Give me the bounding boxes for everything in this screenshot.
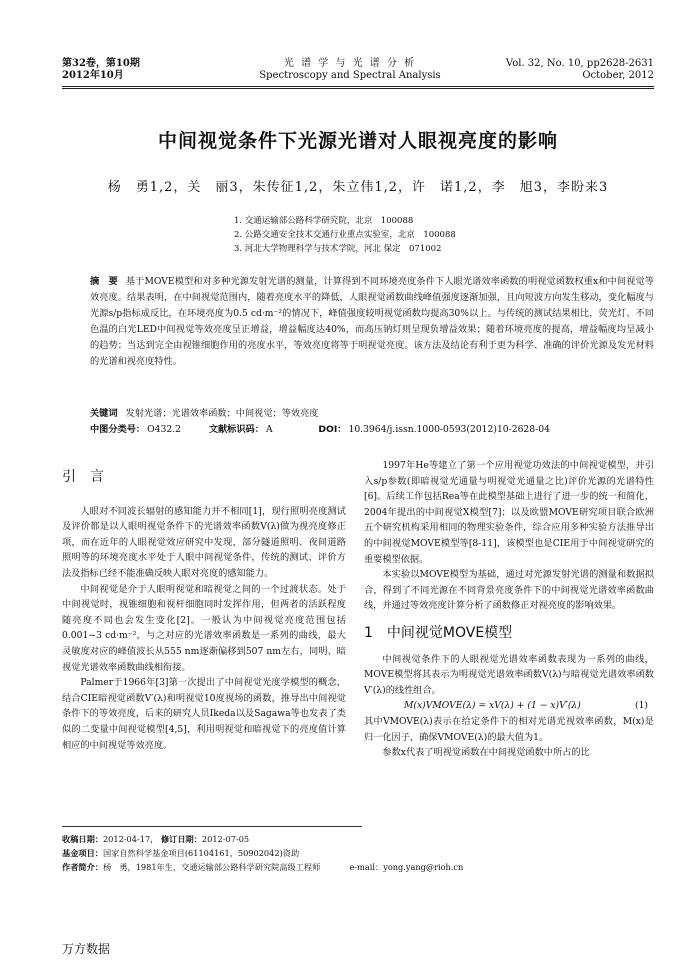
affiliation-1: 1. 交通运输部公路科学研究院，北京 100088 xyxy=(234,216,414,226)
footnotes xyxy=(62,832,662,874)
received-label: 收稿日期： xyxy=(62,834,103,844)
affiliations xyxy=(234,214,456,256)
intro-paragraph-1: 人眼对不同波长辐射的感知能力并不相同[1]，现行照明亮度测试及评价都是以人眼明视觉条件下的光谱效率函数V(λ)做为视亮度修正项，而在近年的人眼视觉效应研究中发现，部分隧道照明、夜间道路照明等的环境亮度水平处于人眼中间视觉条件，传统的测试、评价方法及指标已经不能准确反映人眼对亮度的感知能力。 xyxy=(62,505,346,579)
vol-pages-text: Vol. 32, No. 10, pp2628-2631 xyxy=(505,58,654,69)
clc-value: O432.2 xyxy=(147,424,181,435)
bio-label: 作者简介： xyxy=(62,862,103,872)
fund-text: 国家自然科学基金项目(61104161，50902042)资助 xyxy=(102,848,300,858)
doc-code-value: A xyxy=(265,424,273,435)
fund-line xyxy=(62,846,662,860)
abstract-label: 摘 要 xyxy=(90,276,118,287)
journal-title xyxy=(230,58,470,82)
keywords xyxy=(90,406,654,422)
watermark: 万方数据 xyxy=(62,942,111,956)
journal-pages xyxy=(506,58,654,82)
equation-1 xyxy=(364,698,654,714)
footnote-rule xyxy=(62,826,362,827)
bio-text: 杨 勇，1981年生，交通运输部公路科学研究院高级工程师 xyxy=(102,862,321,872)
equation-text: M(x)VMOVE(λ) = xV(λ) + (1 − x)V′(λ) xyxy=(404,700,581,712)
dates-line xyxy=(62,832,662,846)
right-column xyxy=(364,458,654,761)
right-paragraph-1: 1997年He等建立了第一个应用视觉功效法的中间视觉模型，并引入s/p参数(即暗视觉光通量与明视觉光通量之比)评价光源的光谱特性[6]。后续工作包括Rea等在此模型基础上进行了进一步的统一和简化，2004年提出的中间视觉X模型[7]；以及欧盟MOVE研究项目联合欧洲五个研究机构采用相同的物理实验条件，综合应用多种实验方法推导出的中间视觉MOVE模型等[8-11]，该模型也是CIE用于中间视觉研究的重要模型依据。 xyxy=(364,460,654,565)
journal-title-en: Spectroscopy and Spectral Analysis xyxy=(259,70,441,81)
volume-issue-text: 第32卷，第10期 xyxy=(62,58,140,69)
abstract xyxy=(90,274,654,370)
journal-volume-issue xyxy=(62,58,140,82)
intro-paragraph-3: Palmer于1966年[3]第一次提出了中间视觉光度学模型的概念，结合CIE暗视觉函数V′(λ)和明视觉10度视场的函数，推导出中间视觉条件下的等效亮度，后来的研究人员Ikeda以及Sagawa等也发表了类似的二变量中间视觉模型[4,5]，利用明视觉和暗视觉下的亮度值计算相应的中间视觉等效亮度。 xyxy=(62,677,346,751)
affiliation-3: 3. 河北大学物理科学与技术学院，河北 保定 071002 xyxy=(234,244,442,254)
clc-label: 中图分类号： xyxy=(90,424,146,435)
right-paragraph-4: 其中VMOVE(λ)表示在给定条件下的相对光谱光视效率函数，M(x)是归一化因子，确保VMOVE(λ)的最大值为1。 xyxy=(364,715,654,743)
header-rule xyxy=(62,86,654,87)
left-column xyxy=(62,470,346,753)
section-1-heading: 1 中间视觉MOVE模型 xyxy=(364,624,513,641)
revised-date: 2012-07-05 xyxy=(201,834,250,844)
intro-heading: 引 言 xyxy=(62,469,104,485)
revised-label: 修订日期： xyxy=(160,834,202,844)
bio-line xyxy=(62,860,662,874)
affiliation-2: 2. 公路交通安全技术交通行业重点实验室，北京 100088 xyxy=(234,230,456,240)
author-list: 杨 勇1,2，关 丽3，朱传征1,2，朱立伟1,2，许 诺1,2，李 旭3，李盼来3 xyxy=(107,180,609,195)
paper-title: 中间视觉条件下光源光谱对人眼视亮度的影响 xyxy=(157,130,558,152)
header-rule-2 xyxy=(62,88,654,89)
right-paragraph-2: 本实验以MOVE模型为基础，通过对光源发射光谱的测量和数据拟合，得到了不同光源在不同背景亮度条件下的中间视觉光谱效率函数曲线，并通过等效亮度计算分析了函数修正对视亮度的影响效果。 xyxy=(364,569,654,612)
classification-line xyxy=(90,422,654,438)
keywords-text: 发射光谱；光谱效率函数；中间视觉；等效亮度 xyxy=(125,408,319,419)
right-paragraph-3: 中间视觉条件下的人眼视觉光谱效率函数表现为一系列的曲线，MOVE模型将其表示为明视觉光谱效率函数V(λ)与暗视觉光谱效率函数V′(λ)的线性组合。 xyxy=(364,653,654,696)
abstract-text: 基于MOVE模型和对多种光源发射光谱的测量，计算得到不同环境亮度条件下人眼光谱效率函数的明视觉函数权重x和中间视觉等效亮度。结果表明，在中间视觉范围内，随着亮度水平的降低，人眼视觉函数曲线峰值强度逐渐加强，且向短波方向发生移动，变化幅度与光源s/p指标成反比，在环境亮度为0.5 cd·m⁻²的情况下，峰值强度较明视觉函数均提高30%以上。与传统的测试结果相比，荧光灯、不同色温的白光LED中间视觉等效亮度呈正增益，增益幅度达40%，而高压钠灯则呈现负增益效果；随着环境亮度的提高，增益幅度均呈减小的趋势；当达到完全由视锥细胞作用的亮度水平，等效亮度将等于明视觉亮度。该方法及结论有利于更为科学、准确的评价光源及发光材料的光谱和视亮度特性。 xyxy=(90,276,654,367)
intro-paragraph-2: 中间视觉是介于人眼明视觉和暗视觉之间的一个过渡状态。处于中间视觉时，视锥细胞和视杆细胞同时发挥作用，但两者的活跃程度随亮度不同也会发生变化[2]。一般认为中间视觉亮度范围包括0.001~3 cd·m⁻²，与之对应的光谱效率函数是一系列的曲线，最大灵敏度对应的峰值波长从555 nm逐渐偏移到507 nm左右，同明、暗视觉光谱效率函数曲线相衔接。 xyxy=(62,583,346,673)
doi-value: 10.3964/j.issn.1000-0593(2012)10-2628-04 xyxy=(348,424,550,435)
journal-title-cn: 光 谱 学 与 光 谱 分 析 xyxy=(283,58,417,69)
equation-number: (1) xyxy=(634,700,648,712)
doc-code-label: 文献标识码： xyxy=(208,424,264,435)
received-date: 2012-04-17， xyxy=(102,834,159,844)
doi-label: DOI： xyxy=(318,424,347,435)
month-year-text: October, 2012 xyxy=(582,70,654,81)
date-text: 2012年10月 xyxy=(62,70,124,81)
fund-label: 基金项目： xyxy=(62,848,103,858)
email-text: e-mail：yong.yang@rioh.cn xyxy=(349,862,464,872)
right-paragraph-5: 参数x代表了明视觉函数在中间视觉函数中所占的比 xyxy=(382,747,590,759)
keywords-label: 关键词 xyxy=(90,408,118,419)
